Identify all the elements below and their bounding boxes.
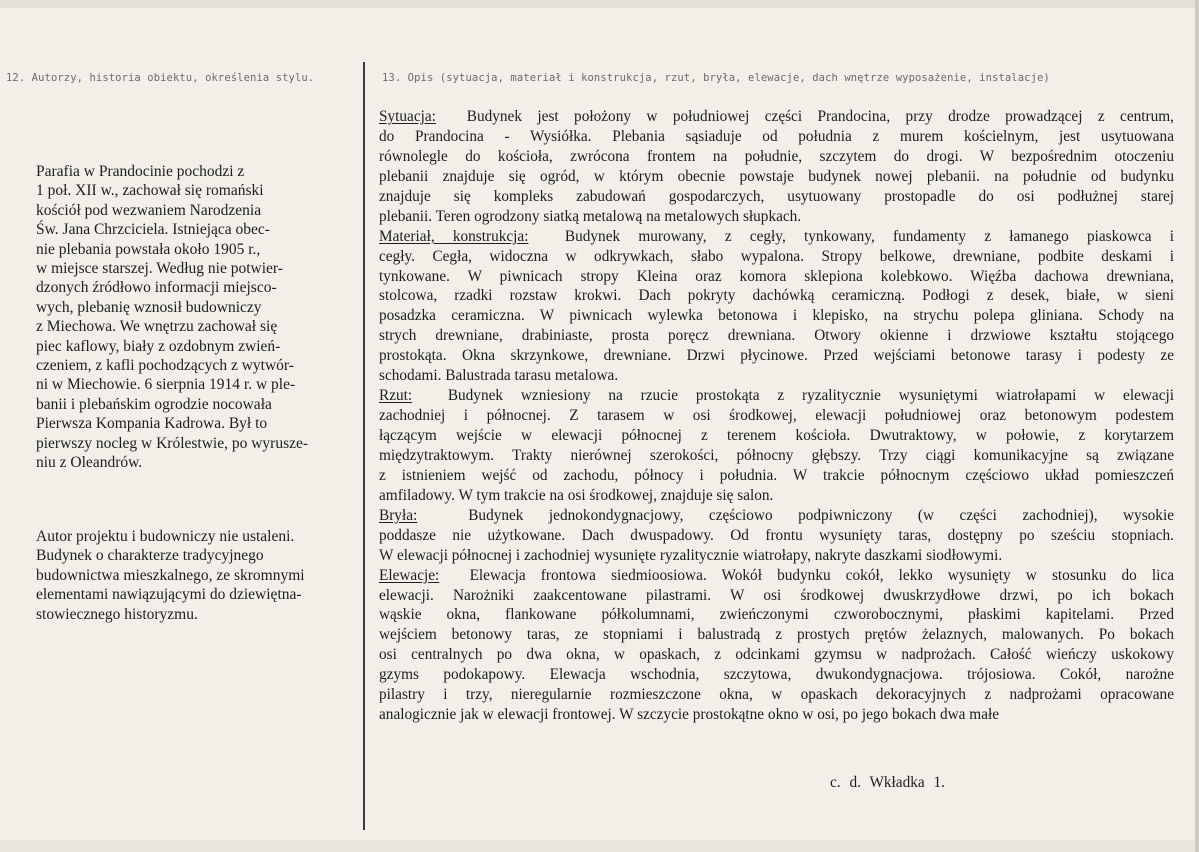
description-line: stolcowa, rzadki rozstaw krokwi. Dach pokryty dachówką ceramiczną. Podłogi z desek, białe, w sieni: [379, 287, 1174, 305]
history-line: Pierwsza Kompania Kadrowa. Był to: [36, 415, 268, 433]
history-line: nie plebania powstała około 1905 r.,: [36, 240, 261, 258]
history-line: Parafia w Prandocinie pochodzi z: [36, 163, 245, 180]
author-line: Autor projektu i budowniczy nie ustaleni.: [36, 528, 295, 545]
description-line: pilastry i trzy, nieregularnie rozmieszczone okna, w opaskach dekoracyjnych z nadprożami opracowane: [379, 686, 1174, 704]
description-line: Sytuacja: Budynek jest położony w południowej części Prandocina, przy drodze prowadzącej z centrum,: [379, 108, 1175, 125]
heading-elewacje: Elewacje:: [379, 566, 440, 584]
history-line: piec kaflowy, biały z ozdobnym zwień-: [36, 337, 281, 355]
heading-rzut: Rzut:: [379, 387, 413, 405]
description-line: elewacji. Narożniki zaakcentowane pilastrami. W osi środkowej dwuskrzydłowe drzwi, po ich bokach: [379, 586, 1174, 604]
continuation-note: c. d. Wkładka 1.: [830, 774, 945, 791]
description-line: plebanii. Teren ogrodzony siatką metalową na metalowych słupkach.: [379, 207, 802, 225]
description-line: Rzut: Budynek wzniesiony na rzucie prostokąta z ryzalitycznie wysuniętymi wiatrołapami w elewacji: [379, 387, 1174, 405]
history-line: niu z Oleandrów.: [36, 454, 143, 472]
description-line: tynkowane. W piwnicach stropy Kleina oraz komora sklepiona kolebkowo. Więźba dachowa drewniana,: [379, 267, 1174, 285]
heading-sytuacja: Sytuacja:: [379, 108, 436, 125]
author-line: stowiecznego historyzmu.: [36, 605, 198, 623]
history-line: Św. Jana Chrzciciela. Istniejąca obec-: [36, 221, 270, 239]
description-line: z istnieniem wejść od zachodu, północy i południa. W trakcie północnym częściowo układ pomieszczeń: [379, 466, 1174, 484]
description-line: analogicznie jak w elewacji frontowej. W szczycie prostokątne okno w osi, po jego bokach dwa małe: [379, 706, 1000, 724]
description-line: amfiladowy. W tym trakcie na osi środkowej, znajduje się salon.: [379, 486, 774, 504]
description-line: posadzka ceramiczna. W piwnicach wylewka betonowa i klepisko, na strychu polepa gliniana. Schody na: [379, 307, 1174, 325]
description-line: prostokąta. Okna skrzynkowe, drewniane. Drzwi płycinowe. Przed wejściami betonowe tarasy i podesty ze: [379, 347, 1174, 365]
page-edge-bottom: [0, 840, 1199, 852]
description-line: międzytraktowym. Trakty nierównej szerokości, północny głębszy. Trzy ciągi komunikacyjne są związane: [379, 446, 1174, 464]
author-line: budownictwa mieszkalnego, ze skromnymi: [36, 566, 305, 584]
history-line: 1 poł. XII w., zachował się romański: [36, 182, 264, 200]
section-12-header: 12. Autorzy, historia obiektu, określenia stylu.: [6, 72, 315, 84]
history-line: pierwszy nocleg w Królestwie, po wyrusze-: [36, 434, 309, 452]
description-line: poddasze nie użytkowane. Dach dwuspadowy. Od frontu wysunięty taras, dostępny po sześciu stopniach.: [379, 526, 1174, 544]
page-edge-top: [0, 0, 1199, 8]
description-line: znajduje się kompleks zabudowań gospodarczych, usytuowany prostopadle do osi podłużnej starej: [379, 187, 1174, 205]
author-line: Budynek o charakterze tradycyjnego: [36, 547, 264, 565]
description-line: cegły. Cegła, widoczna w odkrywkach, słabo wypalona. Stropy belkowe, drewniane, podbite deskami i: [379, 247, 1174, 265]
history-line: z Miechowa. We wnętrzu zachował się: [36, 318, 278, 336]
description-line: do Prandocina - Wysiółka. Plebania sąsiaduje od południa z murem kościelnym, jest usytuowana: [379, 127, 1174, 145]
description-line: Elewacje: Elewacja frontowa siedmioosiowa. Wokół budynku cokół, lekko wysunięty w stosunku do lica: [379, 566, 1174, 584]
author-line: elementami nawiązującymi do dziewiętna-: [36, 586, 302, 604]
description-line: Bryła: Budynek jednokondygnacjowy, częściowo podpiwniczony (w części zachodniej), wysokie: [379, 506, 1174, 524]
description-line: wejściem betonowy taras, ze stopniami i balustradą z prostych prętów żelaznych, malowanych. Po bokach: [379, 626, 1174, 644]
description-line: zachodniej i północnej. Z tarasem w osi środkowej, elewacji południowej oraz betonowym podestem: [379, 407, 1174, 425]
description-line: Materiał, konstrukcja: Budynek murowany, z cegły, tynkowany, fundamenty z łamanego piaskowca i: [379, 227, 1174, 245]
description-line: strych drewniane, drabiniaste, prosta poręcz drewniana. Otwory okienne i drzwiowe kształtu stojącego: [379, 327, 1174, 345]
description-line: gzyms podokapowy. Elewacja wschodnia, szczytowa, dwukondygnacjowa. trójosiowa. Cokół, narożne: [379, 666, 1174, 684]
description-line: plebanii znajduje się ogród, w którym obecnie powstaje budynek nowej plebanii. na południe od budynku: [379, 167, 1174, 185]
description-line: wąskie okna, flankowane półkolumnami, zwieńczonymi czworobocznymi, płaskimi kapitelami. Przed: [379, 606, 1174, 624]
history-line: dzonych źródłowo informacji miejsco-: [36, 279, 277, 297]
description-line: równolegle do kościoła, zwrócona frontem na południe, szczytem do drogi. W bezpośrednim otoczeniu: [379, 147, 1174, 165]
page-edge-right: [1195, 0, 1199, 852]
description-line: schodami. Balustrada tarasu metalowa.: [379, 367, 619, 385]
section-13-header: 13. Opis (sytuacja, materiał i konstrukcja, rzut, bryła, elewacje, dach wnętrze wyposażenie, instalacje): [382, 72, 1050, 84]
history-line: kościół pod wezwaniem Narodzenia: [36, 201, 262, 219]
history-line: wych, plebanię wznosił budowniczy: [36, 298, 262, 316]
heading-material: Materiał, konstrukcja:: [379, 227, 529, 245]
description-line: osi centralnych po dwa okna, w opaskach, z odcinkami gzymsu w nadprożach. Całość wieńczy uskokowy: [379, 646, 1174, 664]
heading-bryla: Bryła:: [379, 506, 418, 524]
history-line: ni w Miechowie. 6 sierpnia 1914 r. w ple-: [36, 376, 296, 394]
history-paragraph: [36, 162, 356, 473]
history-line: czeniem, z kafli pochodzących z wytwór-: [36, 357, 294, 375]
column-divider: [363, 62, 365, 830]
description-line: łączącym wejście w elewacji północnej z terenem kościoła. Dwutraktowy, w połowie, z korytarzem: [379, 427, 1174, 444]
description-text: [379, 107, 1174, 725]
description-line: W elewacji północnej i zachodniej wysunięte ryzalitycznie wiatrołapy, nakryte daszkami siodłowymi.: [379, 546, 1003, 564]
history-line: w miejsce starszej. Według nie potwier-: [36, 260, 283, 278]
history-line: banii i plebańskim ogrodzie nocowała: [36, 395, 272, 413]
author-paragraph: [36, 527, 356, 624]
